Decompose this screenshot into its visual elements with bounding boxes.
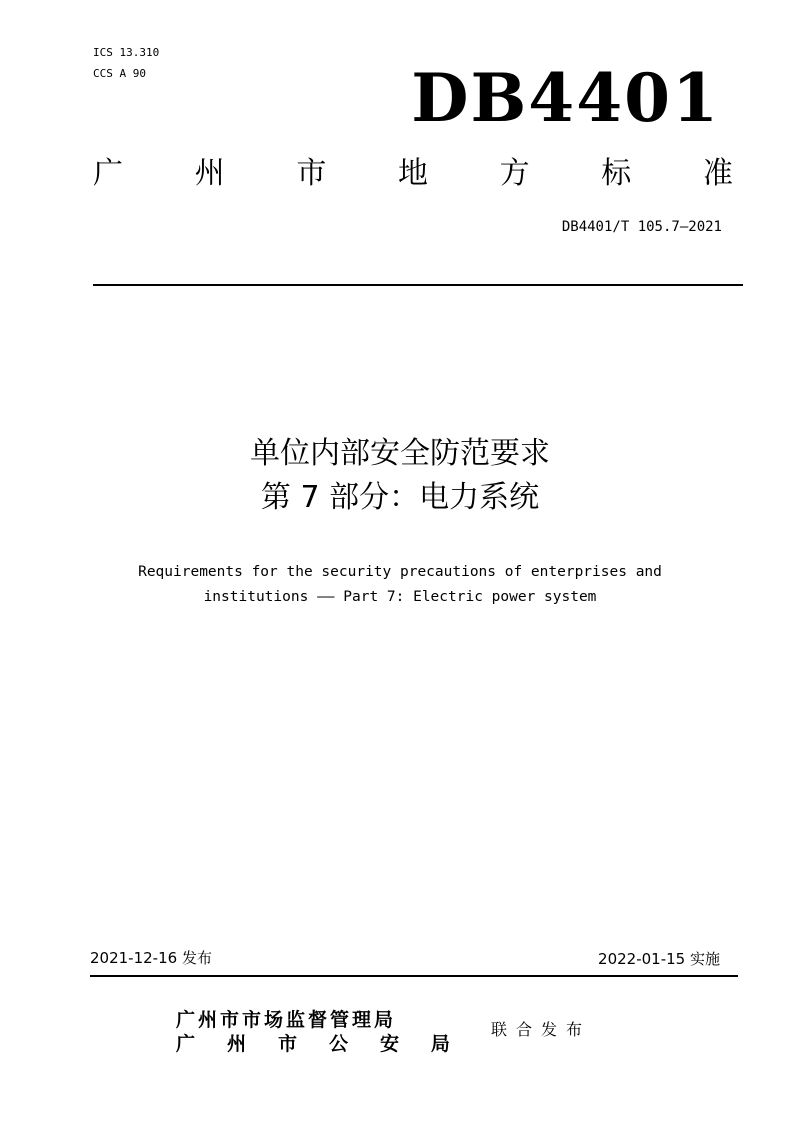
issuer-char: 州 bbox=[226, 1033, 246, 1055]
standard-type-char: 准 bbox=[702, 156, 733, 191]
issuer-market-regulation: 广州市市场监督管理局 bbox=[176, 1009, 397, 1031]
db-logo: DB4401 bbox=[411, 59, 720, 137]
publish-date: 2021-12-16 发布 bbox=[90, 949, 212, 967]
ccs-code: CCS A 90 bbox=[93, 67, 146, 80]
issuer-char: 安 bbox=[379, 1033, 399, 1055]
english-title-line-2: institutions —— Part 7: Electric power system bbox=[203, 589, 597, 605]
footer-divider bbox=[90, 975, 738, 977]
english-title-line-1: Requirements for the security precautions of enterprises and bbox=[138, 564, 662, 580]
ics-code: ICS 13.310 bbox=[93, 46, 160, 59]
standard-type-char: 州 bbox=[194, 156, 225, 191]
standard-type-char: 广 bbox=[93, 156, 123, 191]
title-line-2: 第 7 部分：电力系统 bbox=[260, 480, 540, 515]
issuer-char: 局 bbox=[430, 1033, 450, 1055]
title-line-1: 单位内部安全防范要求 bbox=[250, 436, 550, 471]
standard-type-char: 市 bbox=[296, 156, 327, 191]
standard-type-char: 方 bbox=[499, 156, 530, 191]
header-divider bbox=[93, 284, 743, 286]
joint-release: 联合发布 bbox=[491, 1020, 592, 1039]
standard-type-char: 地 bbox=[397, 156, 428, 191]
classification-codes bbox=[93, 42, 159, 84]
issuer-public-security bbox=[176, 1032, 450, 1056]
standard-type-char: 标 bbox=[601, 156, 632, 191]
implement-date: 2022-01-15 实施 bbox=[598, 950, 720, 968]
standard-number: DB4401/T 105.7—2021 bbox=[561, 219, 722, 235]
issuer-char: 市 bbox=[277, 1033, 297, 1055]
standard-type bbox=[93, 152, 733, 196]
issuer-char: 广 bbox=[176, 1033, 196, 1055]
issuer-char: 公 bbox=[328, 1033, 348, 1055]
